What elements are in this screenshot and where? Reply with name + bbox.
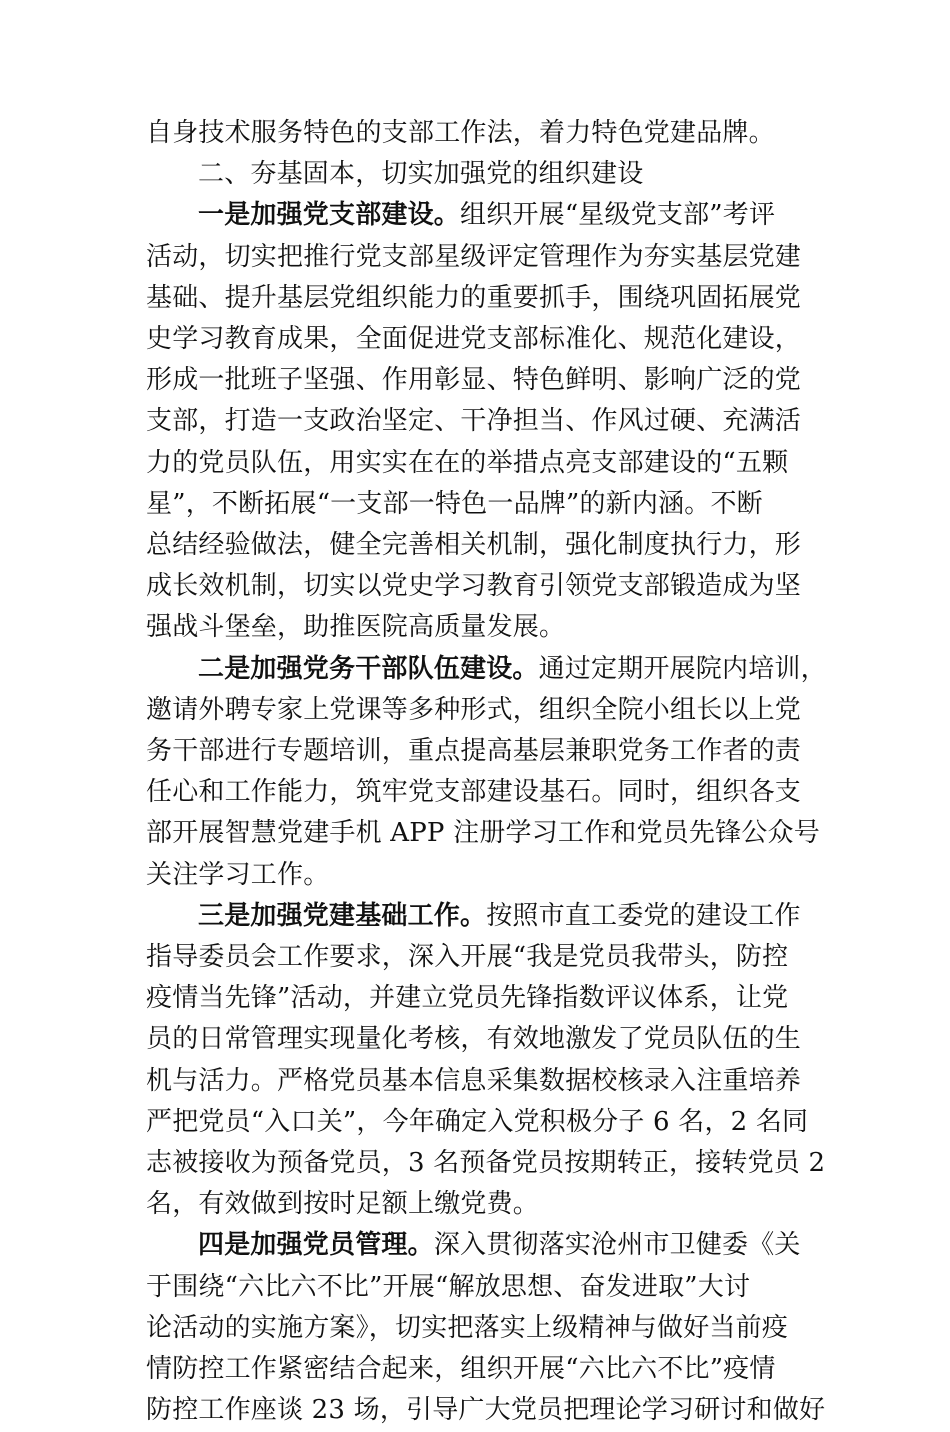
line-text: 论活动的实施方案》，切实把落实上级精神与做好当前疫 bbox=[146, 1312, 789, 1343]
text-line bbox=[146, 443, 808, 484]
line-text: 邀请外聘专家上党课等多种形式，组织全院小组长以上党 bbox=[146, 694, 802, 725]
text-line bbox=[146, 1143, 826, 1184]
text-line bbox=[146, 1102, 808, 1143]
text-line bbox=[146, 1390, 826, 1431]
line-text: 名，有效做到按时足额上缴党费。 bbox=[146, 1189, 540, 1220]
text-line bbox=[146, 401, 808, 442]
line-text: 疫情当先锋”活动，并建立党员先锋指数评议体系，让党 bbox=[146, 983, 789, 1014]
text-line bbox=[146, 607, 808, 648]
line-text: 史学习教育成果，全面促进党支部标准化、规范化建设， bbox=[146, 324, 802, 355]
line-text: 星”，不断拓展“一支部一特色一品牌”的新内涵。不断 bbox=[146, 488, 763, 519]
text-line bbox=[146, 813, 820, 854]
line-text: 指导委员会工作要求，深入开展“我是党员我带头，防控 bbox=[146, 942, 789, 973]
line-text: 力的党员队伍，用实实在在的举措点亮支部建设的“五颗 bbox=[146, 447, 789, 478]
text-line bbox=[146, 113, 808, 154]
line-text: 通过定期开展院内培训， bbox=[538, 653, 827, 684]
text-line bbox=[146, 896, 808, 937]
line-text: 任心和工作能力，筑牢党支部建设基石。同时，组织各支 bbox=[146, 777, 802, 808]
line-text: 深入贯彻落实沧州市卫健委《关 bbox=[433, 1230, 801, 1261]
text-line bbox=[146, 855, 808, 896]
text-line bbox=[146, 484, 808, 525]
text-line bbox=[146, 278, 808, 319]
line-text: 关注学习工作。 bbox=[146, 859, 330, 890]
line-text: 务干部进行专题培训，重点提高基层兼职党务工作者的责 bbox=[146, 736, 802, 767]
line-text: 活动，切实把推行党支部星级评定管理作为夯实基层党建 bbox=[146, 241, 802, 272]
line-text: 志被接收为预备党员，3 名预备党员按期转正，接转党员 2 bbox=[146, 1148, 826, 1179]
text-line bbox=[146, 937, 808, 978]
text-line bbox=[146, 1061, 808, 1102]
line-text: 按照市直工委党的建设工作 bbox=[486, 900, 801, 931]
line-text: 基础、提升基层党组织能力的重要抓手，围绕巩固拓展党 bbox=[146, 282, 802, 313]
line-text: 机与活力。严格党员基本信息采集数据校核录入注重培养 bbox=[146, 1065, 802, 1096]
text-line bbox=[146, 1225, 808, 1266]
text-line bbox=[146, 237, 808, 278]
text-line bbox=[146, 525, 808, 566]
section-heading bbox=[146, 154, 808, 195]
line-text: 员的日常管理实现量化考核，有效地激发了党员队伍的生 bbox=[146, 1024, 802, 1055]
line-text: 部开展智慧党建手机 APP 注册学习工作和党员先锋公众号 bbox=[146, 818, 820, 849]
line-text: 二、夯基固本，切实加强党的组织建设 bbox=[198, 159, 644, 190]
line-text: 强战斗堡垒，助推医院高质量发展。 bbox=[146, 612, 566, 643]
line-text: 情防控工作紧密结合起来，组织开展“六比六不比”疫情 bbox=[146, 1354, 776, 1385]
line-text: 自身技术服务特色的支部工作法，着力特色党建品牌。 bbox=[146, 118, 775, 148]
line-text: 成长效机制，切实以党史学习教育引领党支部锻造成为坚 bbox=[146, 571, 802, 602]
subsection-lead: 四是加强党员管理。 bbox=[198, 1230, 434, 1261]
subsection-lead: 三是加强党建基础工作。 bbox=[198, 900, 487, 931]
line-text: 支部，打造一支政治坚定、干净担当、作风过硬、充满活 bbox=[146, 406, 802, 437]
subsection-lead: 一是加强党支部建设。 bbox=[198, 200, 461, 231]
text-line bbox=[146, 690, 808, 731]
text-line bbox=[146, 360, 808, 401]
line-text: 组织开展“星级党支部”考评 bbox=[460, 200, 776, 231]
text-line bbox=[146, 731, 808, 772]
text-line bbox=[146, 772, 808, 813]
text-line bbox=[146, 195, 808, 236]
line-text: 总结经验做法，健全完善相关机制，强化制度执行力，形 bbox=[146, 530, 802, 561]
subsection-lead: 二是加强党务干部队伍建设。 bbox=[198, 653, 539, 684]
line-text: 防控工作座谈 23 场，引导广大党员把理论学习研讨和做好 bbox=[146, 1395, 826, 1426]
line-text: 严把党员“入口关”，今年确定入党积极分子 6 名，2 名同 bbox=[146, 1106, 809, 1137]
text-line bbox=[146, 1184, 808, 1225]
document-body bbox=[146, 113, 827, 1432]
text-line bbox=[146, 649, 827, 690]
text-line bbox=[146, 978, 808, 1019]
line-text: 形成一批班子坚强、作用彰显、特色鲜明、影响广泛的党 bbox=[146, 365, 802, 396]
text-line bbox=[146, 1019, 808, 1060]
text-line bbox=[146, 1349, 808, 1390]
text-line bbox=[146, 1308, 808, 1349]
text-line bbox=[146, 319, 808, 360]
text-line bbox=[146, 1267, 808, 1308]
text-line bbox=[146, 566, 808, 607]
line-text: 于围绕“六比六不比”开展“解放思想、奋发进取”大讨 bbox=[146, 1271, 751, 1302]
